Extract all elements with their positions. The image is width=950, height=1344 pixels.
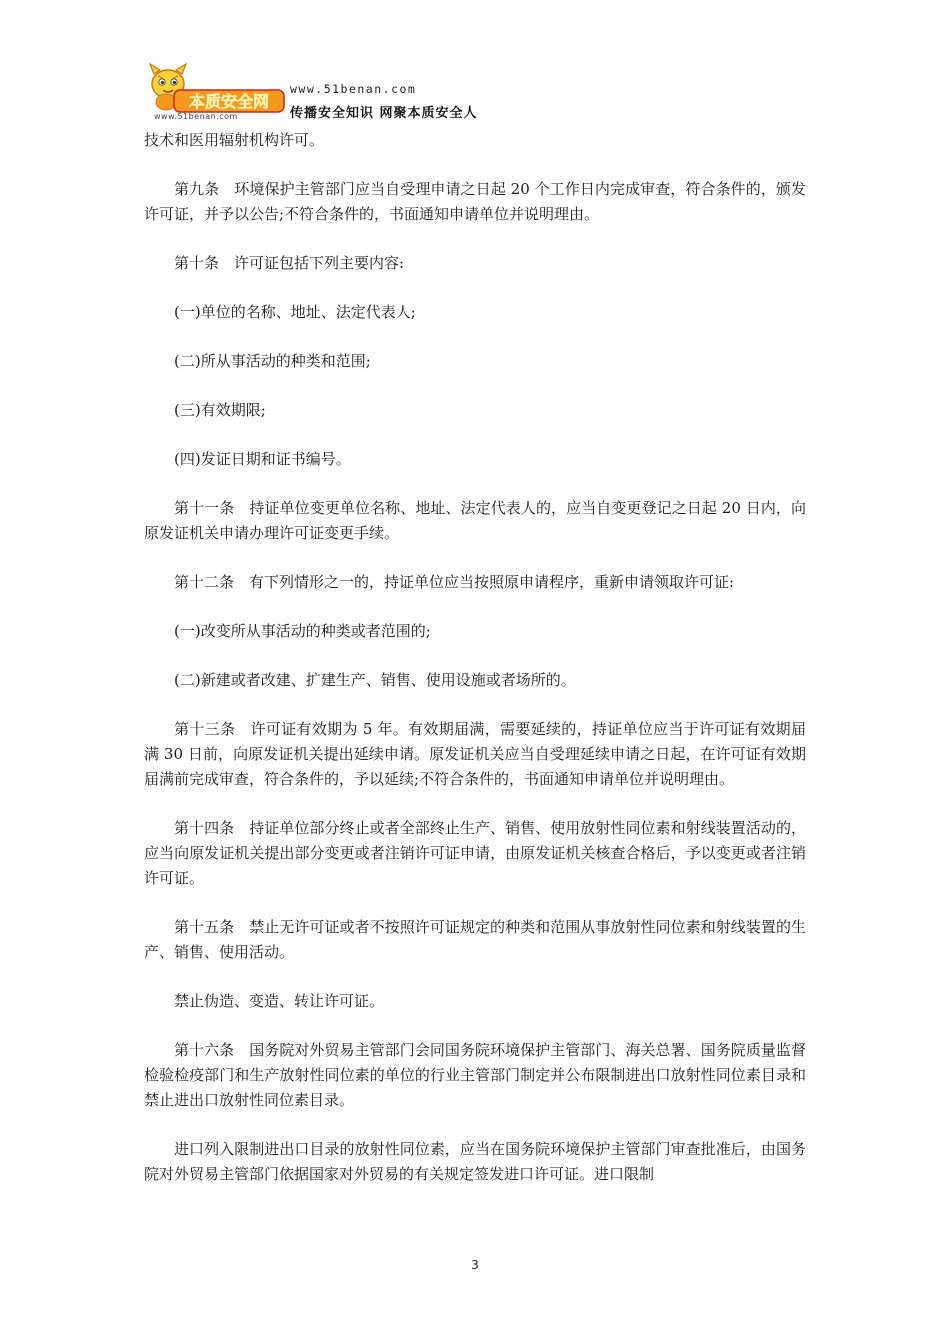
page-number: 3	[471, 1258, 479, 1272]
paragraph: 第十条 许可证包括下列主要内容:	[174, 254, 405, 272]
logo-text: 本质安全网	[188, 92, 270, 111]
paragraph: 第十四条 持证单位部分终止或者全部终止生产、销售、使用放射性同位素和射线装置活动的，应当向原发证机关提出部分变更或者注销许可证申请，由原发证机关核查合格后，予以变更或者注销许可证。	[144, 819, 806, 887]
page-header	[144, 62, 564, 130]
site-url[interactable]: www.51benan.com	[290, 82, 417, 96]
paragraph: 第十五条 禁止无许可证或者不按照许可证规定的种类和范围从事放射性同位素和射线装置的生产、销售、使用活动。	[144, 918, 806, 961]
list-item: (二)新建或者改建、扩建生产、销售、使用设施或者场所的。	[174, 671, 576, 689]
logo-url: www.51benan.com	[154, 112, 238, 121]
site-logo	[144, 62, 286, 126]
paragraph: 技术和医用辐射机构许可。	[144, 131, 325, 149]
site-slogan: 传播安全知识 网聚本质安全人	[290, 106, 478, 121]
paragraph: 进口列入限制进出口目录的放射性同位素，应当在国务院环境保护主管部门审查批准后，由国务院对外贸易主管部门依据国家对外贸易的有关规定签发进口许可证。进口限制	[144, 1140, 806, 1183]
list-item: (三)有效期限;	[174, 401, 266, 419]
document-body	[144, 128, 806, 1211]
list-item: (二)所从事活动的种类和范围;	[174, 352, 371, 370]
paragraph: 第九条 环境保护主管部门应当自受理申请之日起 20 个工作日内完成审查，符合条件的，颁发许可证，并予以公告;不符合条件的，书面通知申请单位并说明理由。	[144, 180, 806, 223]
list-item: (四)发证日期和证书编号。	[174, 450, 351, 468]
paragraph: 禁止伪造、变造、转让许可证。	[174, 992, 385, 1010]
paragraph: 第十二条 有下列情形之一的，持证单位应当按照原申请程序，重新申请领取许可证:	[174, 573, 735, 591]
paragraph: 第十一条 持证单位变更单位名称、地址、法定代表人的，应当自变更登记之日起 20 日内，向原发证机关申请办理许可证变更手续。	[144, 499, 806, 542]
list-item: (一)改变所从事活动的种类或者范围的;	[174, 622, 431, 640]
list-item: (一)单位的名称、地址、法定代表人;	[174, 303, 416, 321]
paragraph: 第十六条 国务院对外贸易主管部门会同国务院环境保护主管部门、海关总署、国务院质量监督检验检疫部门和生产放射性同位素的单位的行业主管部门制定并公布限制进出口放射性同位素目录和禁止进出口放射性同位素目录。	[144, 1041, 806, 1109]
paragraph: 第十三条 许可证有效期为 5 年。有效期届满，需要延续的，持证单位应当于许可证有效期届满 30 日前，向原发证机关提出延续申请。原发证机关应当自受理延续申请之日起，在许可证有效期届满前完成审查，符合条件的，予以延续;不符合条件的，书面通知申请单位并说明理由。	[144, 720, 806, 788]
